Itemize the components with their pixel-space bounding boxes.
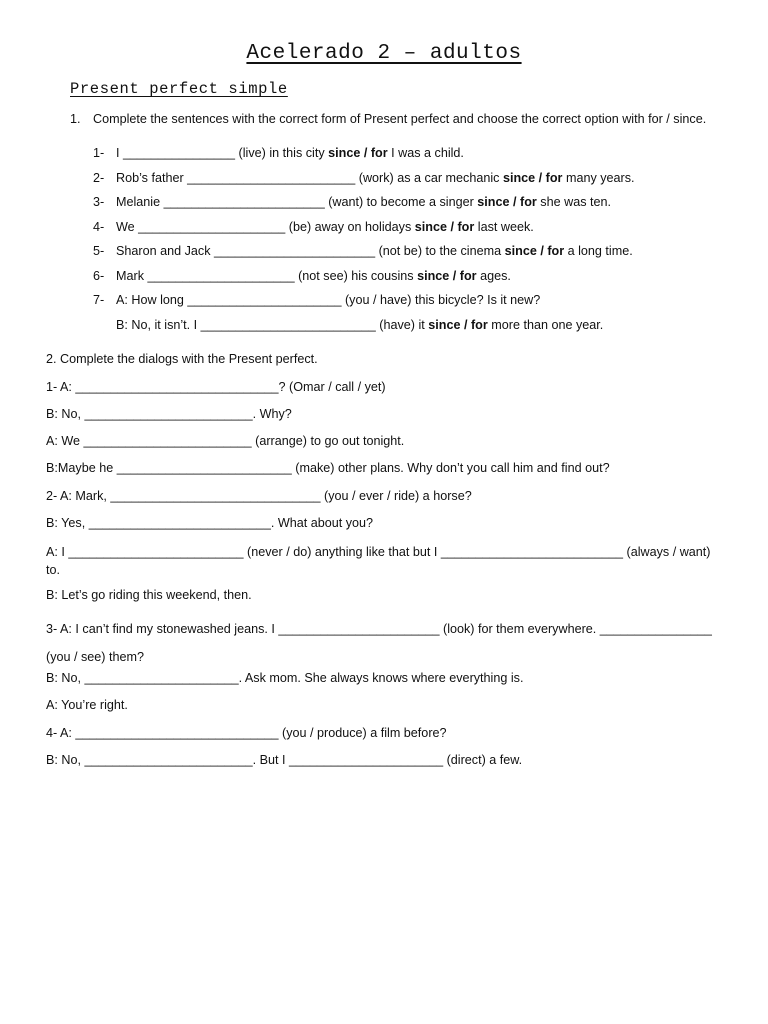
dialog-line: B: Yes, __________________________. What about you? — [46, 516, 374, 530]
exercise-2-instruction: 2. Complete the dialogs with the Present perfect. — [46, 352, 318, 366]
dialog-line: 4- A: _____________________________ (you / produce) a film before? — [46, 726, 447, 740]
dialog-line: 3- A: I can’t find my stonewashed jeans. I _______________________ (look) for them everywhere. ________________ (you / see) them? — [46, 622, 712, 664]
exercise-1-item: 3- Melanie _______________________ (want) to become a singer since / for she was ten. — [93, 195, 612, 209]
exercise-1-text: Complete the sentences with the correct form of Present perfect and choose the correct option with for / since. — [93, 112, 707, 126]
section-subtitle: Present perfect simple — [70, 80, 288, 98]
exercise-1-number: 1. — [70, 112, 81, 126]
dialog-line: B:Maybe he _________________________ (make) other plans. Why don’t you call him and find out? — [46, 461, 610, 475]
dialog-line: A: You’re right. — [46, 698, 128, 712]
dialog-line: 1- A: _____________________________? (Omar / call / yet) — [46, 380, 386, 394]
exercise-1-item: 7- A: How long ______________________ (you / have) this bicycle? Is it new? — [93, 293, 541, 307]
dialog-line: B: No, ________________________. But I ______________________ (direct) a few. — [46, 753, 523, 767]
exercise-1-item: B: No, it isn’t. I _________________________ (have) it since / for more than one year. — [116, 318, 604, 332]
dialog-line: 2- A: Mark, ______________________________ (you / ever / ride) a horse? — [46, 489, 472, 503]
page-title-text: Acelerado 2 – adultos — [246, 42, 522, 65]
dialog-line: B: Let’s go riding this weekend, then. — [46, 588, 252, 602]
dialog-line: A: We ________________________ (arrange) to go out tonight. — [46, 434, 405, 448]
dialog-line: B: No, ______________________. Ask mom. She always knows where everything is. — [46, 671, 524, 685]
exercise-1-item: 5- Sharon and Jack _______________________ (not be) to the cinema since / for a long time. — [93, 244, 633, 258]
exercise-1-item: 4- We _____________________ (be) away on holidays since / for last week. — [93, 220, 534, 234]
page-title — [0, 42, 768, 65]
exercise-1-item: 6- Mark _____________________ (not see) his cousins since / for ages. — [93, 269, 511, 283]
exercise-1-item: 2- Rob’s father ________________________ (work) as a car mechanic since / for many years. — [93, 171, 635, 185]
dialog-line: B: No, ________________________. Why? — [46, 407, 292, 421]
dialog-line: A: I _________________________ (never / do) anything like that but I __________________________ (always / want) to. — [46, 545, 711, 577]
exercise-1-item: 1- I ________________ (live) in this city since / for I was a child. — [93, 146, 464, 160]
